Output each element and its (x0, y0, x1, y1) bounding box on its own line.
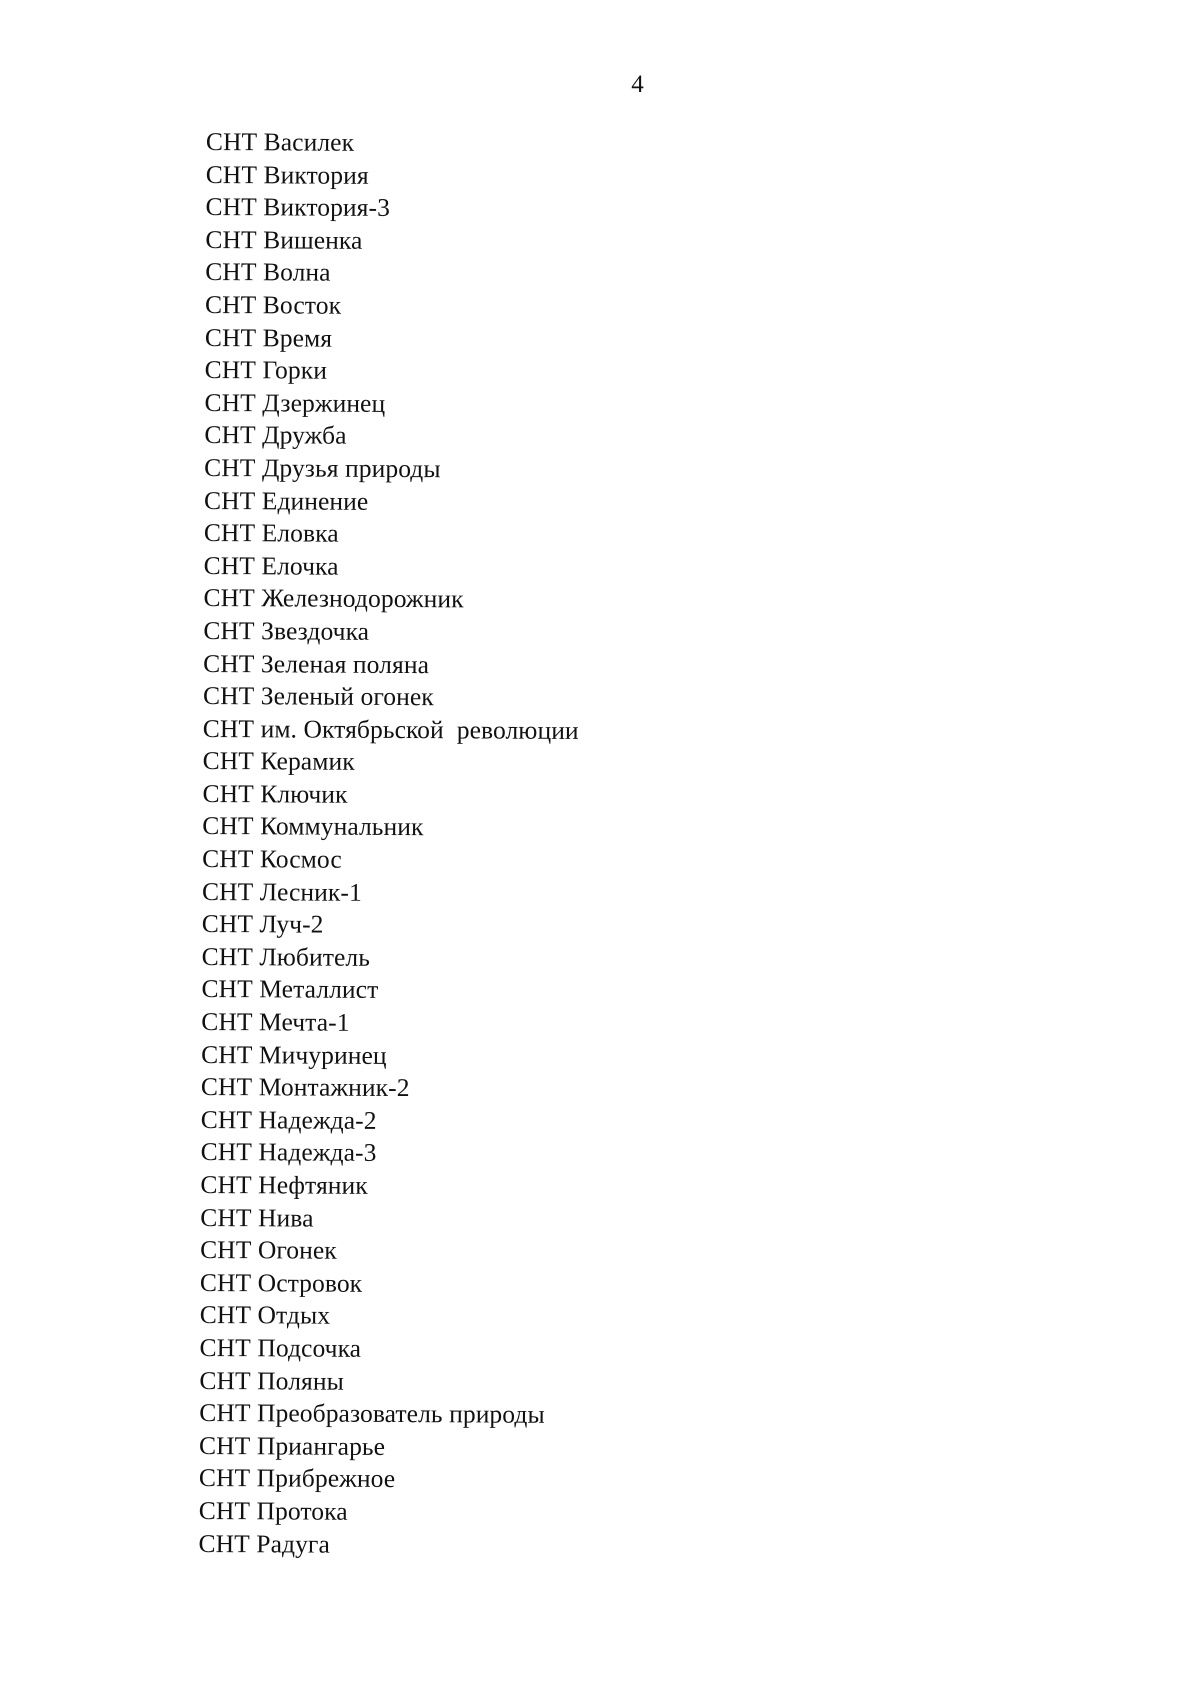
list-item: СНТ Василек (205, 126, 355, 157)
list-item: СНТ Островок (199, 1267, 363, 1298)
list-item: СНТ Подсочка (199, 1332, 362, 1363)
list-item: СНТ Прибрежное (198, 1463, 396, 1494)
list-item: СНТ Коммунальник (202, 811, 424, 842)
list-item: СНТ Мечта-1 (201, 1007, 350, 1037)
list-item: СНТ Ключик (202, 778, 348, 809)
list-item: СНТ Единение (203, 485, 369, 516)
list-item: СНТ Поляны (199, 1365, 344, 1396)
list-item: СНТ Надежда-2 (200, 1104, 377, 1135)
list-item: СНТ Горки (204, 355, 328, 385)
list-item: СНТ Виктория-3 (205, 192, 391, 223)
list-item: СНТ Дзержинец (204, 387, 386, 418)
list-item: СНТ Виктория (205, 159, 369, 190)
list-item: СНТ Елочка (203, 550, 339, 581)
list-item: СНТ Преобразователь природы (199, 1398, 545, 1429)
list-item: СНТ Космос (202, 844, 342, 874)
list-item: СНТ Еловка (203, 518, 339, 548)
list-item: СНТ Зеленый огонек (202, 681, 434, 712)
list-item: СНТ Зеленая поляна (203, 648, 430, 679)
list-item: СНТ Радуга (198, 1528, 331, 1559)
list-item: СНТ Металлист (201, 974, 379, 1005)
list-item: СНТ Волна (205, 257, 331, 288)
list-item: СНТ Отдых (199, 1300, 331, 1331)
list-item: СНТ Мичуринец (201, 1039, 387, 1070)
list-item: СНТ Железнодорожник (203, 583, 464, 614)
list-item: СНТ Восток (204, 289, 342, 320)
list-item: СНТ Луч-2 (201, 909, 324, 939)
list-item: СНТ Звездочка (203, 615, 370, 646)
list-item: СНТ Дружба (204, 420, 347, 451)
list-item: СНТ Керамик (202, 746, 355, 777)
list-item: СНТ им. Октябрьской революции (202, 713, 579, 745)
list-item: СНТ Друзья природы (204, 452, 441, 484)
snt-list (198, 126, 581, 1562)
list-item: СНТ Нефтяник (200, 1169, 368, 1200)
list-item: СНТ Огонек (200, 1235, 337, 1265)
list-item: СНТ Вишенка (205, 224, 363, 255)
list-item: СНТ Монтажник-2 (200, 1072, 410, 1103)
list-item: СНТ Любитель (201, 941, 371, 972)
list-item: СНТ Надежда-3 (200, 1137, 377, 1168)
list-item: СНТ Протока (198, 1495, 348, 1526)
list-item: СНТ Приангарье (199, 1430, 386, 1461)
list-item: СНТ Нива (200, 1202, 314, 1233)
page-number: 4 (631, 71, 644, 98)
list-item: СНТ Лесник-1 (201, 876, 362, 907)
list-item: СНТ Время (204, 322, 333, 353)
